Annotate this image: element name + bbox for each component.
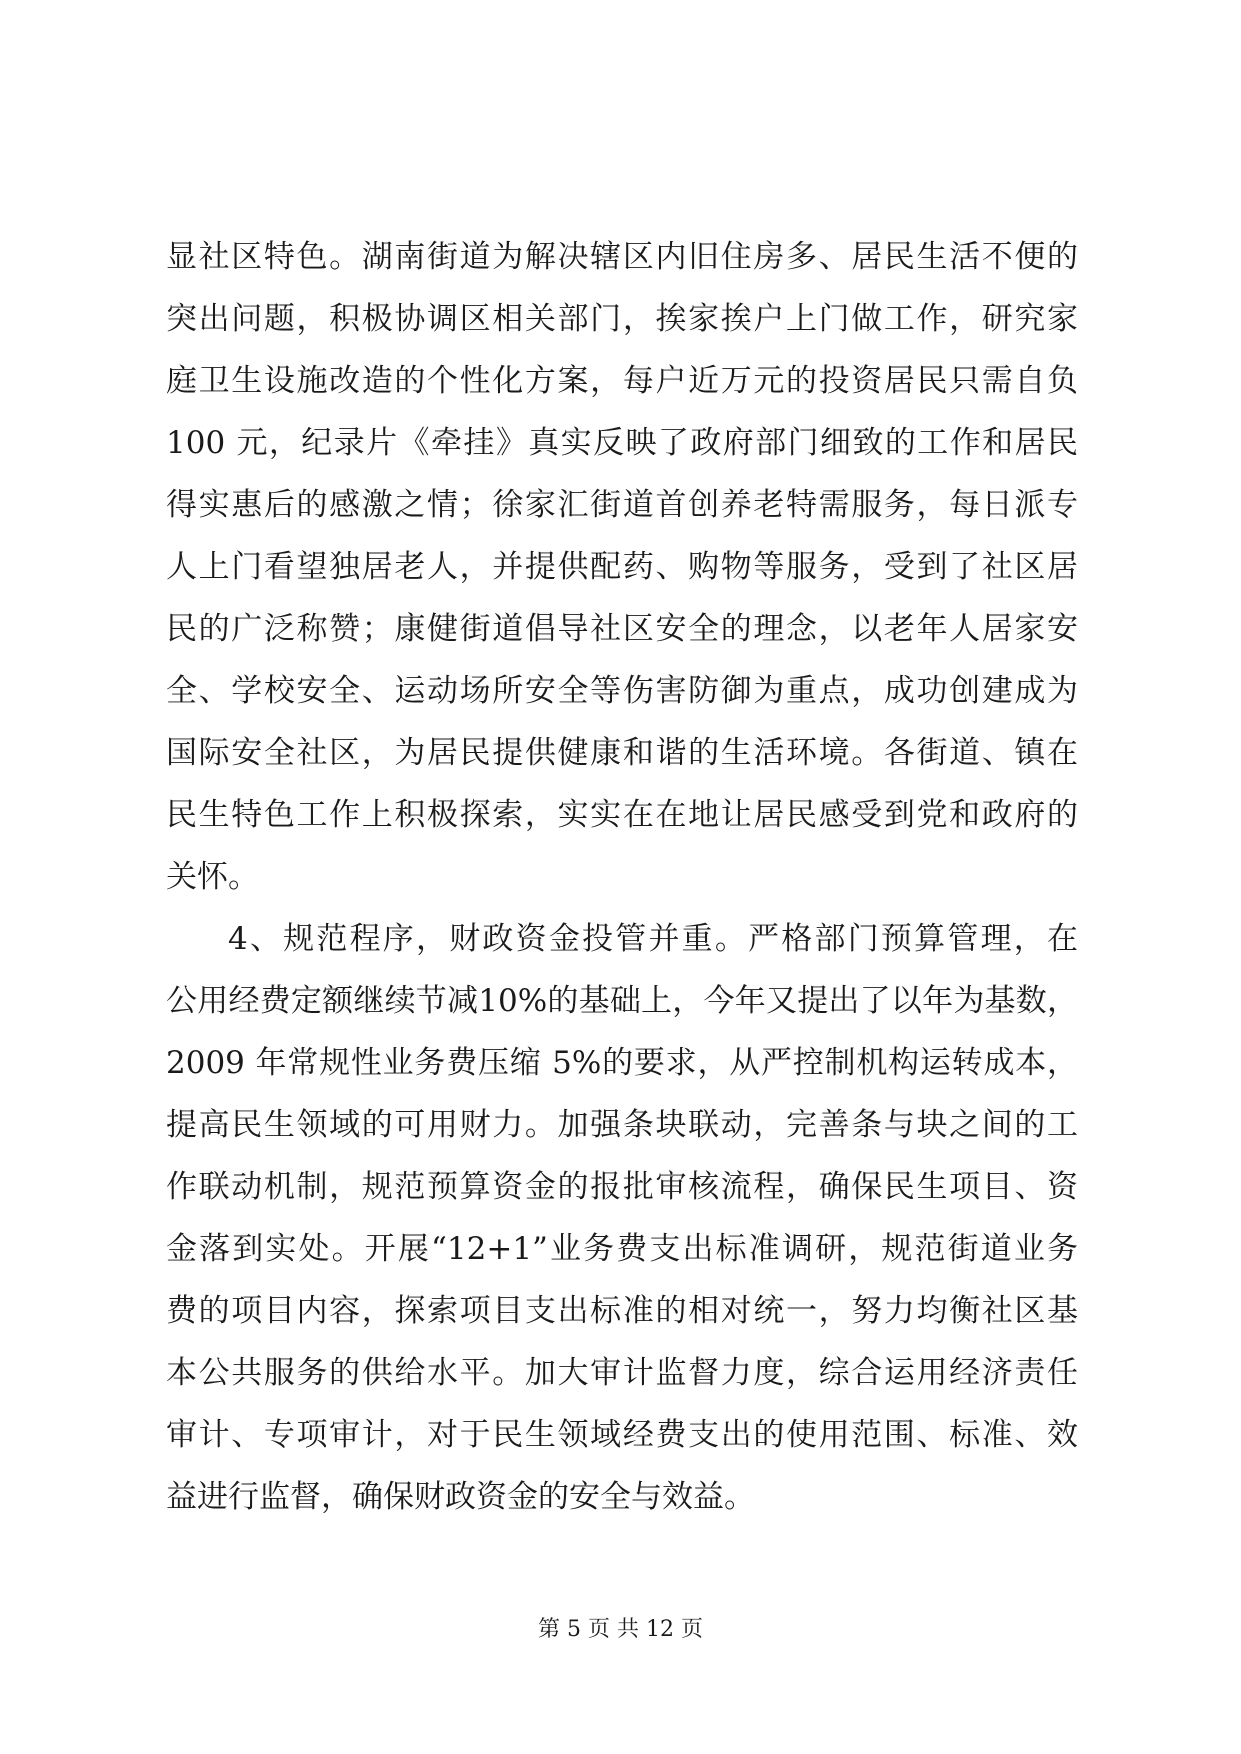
- text-line: 全、学校安全、运动场所安全等伤害防御为重点，成功创建成为: [166, 673, 1078, 709]
- text-line: 100 元，纪录片《牵挂》真实反映了政府部门细致的工作和居民: [166, 425, 1078, 461]
- text-line: 益进行监督，确保财政资金的安全与效益。: [166, 1479, 755, 1515]
- text-line: 作联动机制，规范预算资金的报批审核流程，确保民生项目、资: [166, 1169, 1078, 1205]
- text-line: 费的项目内容，探索项目支出标准的相对统一，努力均衡社区基: [166, 1293, 1078, 1329]
- page-footer: [0, 1612, 1241, 1643]
- paragraph-1: [166, 226, 1078, 908]
- text-line: 提高民生领域的可用财力。加强条块联动，完善条与块之间的工: [166, 1107, 1078, 1143]
- text-line: 4、规范程序，财政资金投管并重。严格部门预算管理，在: [228, 921, 1078, 957]
- text-line: 关怀。: [166, 859, 259, 895]
- text-line: 民生特色工作上积极探索，实实在在地让居民感受到党和政府的: [166, 797, 1078, 833]
- text-line: 民的广泛称赞；康健街道倡导社区安全的理念，以老年人居家安: [166, 611, 1078, 647]
- text-line: 本公共服务的供给水平。加大审计监督力度，综合运用经济责任: [166, 1355, 1078, 1391]
- text-line: 庭卫生设施改造的个性化方案，每户近万元的投资居民只需自负: [166, 363, 1078, 399]
- text-line: 人上门看望独居老人，并提供配药、购物等服务，受到了社区居: [166, 549, 1078, 585]
- document-body: [166, 226, 1078, 1528]
- paragraph-2: [166, 908, 1078, 1528]
- text-line: 审计、专项审计，对于民生领域经费支出的使用范围、标准、效: [166, 1417, 1078, 1453]
- text-line: 国际安全社区，为居民提供健康和谐的生活环境。各街道、镇在: [166, 735, 1078, 771]
- text-line: 得实惠后的感激之情；徐家汇街道首创养老特需服务，每日派专: [166, 487, 1078, 523]
- text-line: 2009 年常规性业务费压缩 5%的要求，从严控制机构运转成本，: [166, 1045, 1078, 1081]
- text-line: 金落到实处。开展“12+1”业务费支出标准调研，规范街道业务: [166, 1231, 1078, 1267]
- text-line: 显社区特色。湖南街道为解决辖区内旧住房多、居民生活不便的: [166, 239, 1078, 275]
- page-number-label: 第 5 页 共 12 页: [538, 1617, 703, 1642]
- text-line: 突出问题，积极协调区相关部门，挨家挨户上门做工作，研究家: [166, 301, 1078, 337]
- text-line: 公用经费定额继续节减10%的基础上，今年又提出了以年为基数，: [166, 983, 1078, 1019]
